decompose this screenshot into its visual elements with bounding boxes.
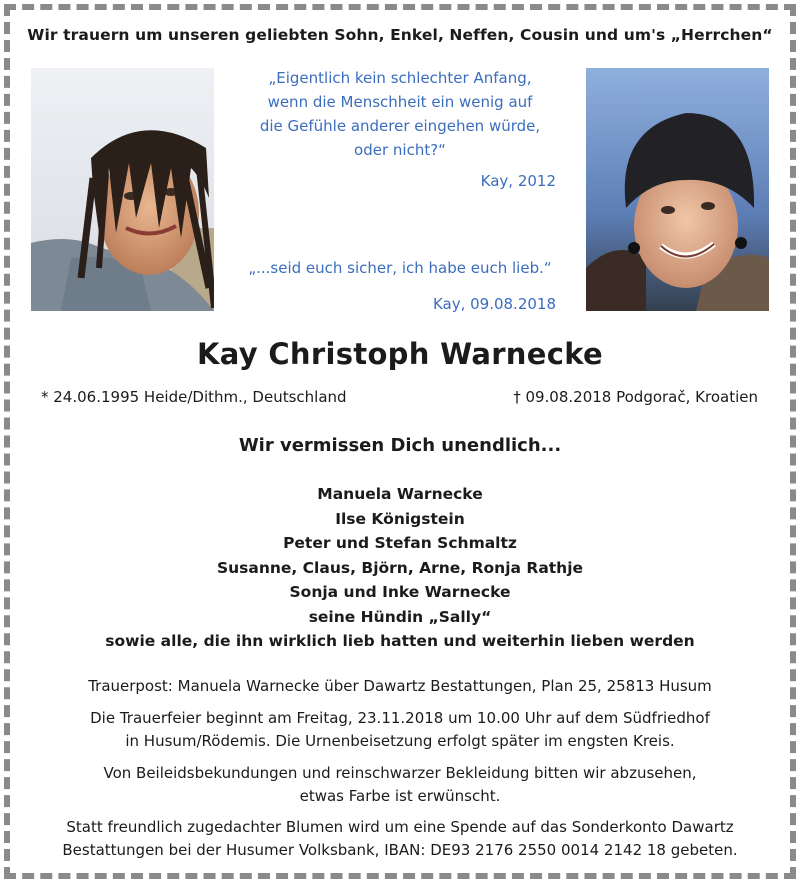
donation-note [0,816,800,862]
mourner-line: sowie alle, die ihn wirklich lieb hatten und weiterhin lieben werden [105,632,695,650]
quote-attribution-2012: Kay, 2012 [480,172,556,190]
quote-line: wenn die Menschheit ein wenig auf [267,93,533,111]
mourners-list [0,482,800,654]
condolence-line: etwas Farbe ist erwünscht. [299,787,501,805]
quote-2018: „...seid euch sicher, ich habe euch lieb.“ [248,259,552,277]
quote-line: oder nicht?“ [354,141,446,159]
announcement-header: Wir trauern um unseren geliebten Sohn, Enkel, Neffen, Cousin und um's „Herrchen“ [27,26,773,44]
deceased-name: Kay Christoph Warnecke [197,337,603,371]
quote-attribution-2018: Kay, 09.08.2018 [432,295,556,313]
quote-2012 [230,66,570,162]
mourner-line: Susanne, Claus, Björn, Arne, Ronja Rathje [216,558,584,577]
mourning-post-address: Trauerpost: Manuela Warnecke über Dawartz Bestattungen, Plan 25, 25813 Husum [88,677,712,695]
mourner-line: Ilse Königstein [335,509,465,528]
mourner-line: Peter und Stefan Schmaltz [283,534,517,552]
mourner-line: seine Hündin „Sally“ [308,607,492,626]
portrait-photo-right [586,68,769,311]
quote-line: „Eigentlich kein schlechter Anfang, [268,69,532,87]
death-date: † 09.08.2018 Podgorač, Kroatien [513,388,758,406]
ceremony-line: Die Trauerfeier beginnt am Freitag, 23.11.2018 um 10.00 Uhr auf dem Südfriedhof [90,709,710,727]
memorial-message: Wir vermissen Dich unendlich... [238,435,562,456]
portrait-photo-left [31,68,214,311]
donation-line: Bestattungen bei der Husumer Volksbank, IBAN: DE93 2176 2550 0014 2142 18 gebeten. [62,841,738,859]
donation-line: Statt freundlich zugedachter Blumen wird um eine Spende auf das Sonderkonto Dawartz [66,818,734,836]
mourner-line: Sonja und Inke Warnecke [289,583,511,601]
ceremony-line: in Husum/Rödemis. Die Urnenbeisetzung erfolgt später im engsten Kreis. [125,732,675,750]
birth-date: * 24.06.1995 Heide/Dithm., Deutschland [41,388,347,406]
mourner-line: Manuela Warnecke [317,485,483,503]
quote-line: die Gefühle anderer eingehen würde, [259,117,541,135]
condolence-line: Von Beileidsbekundungen und reinschwarzer Bekleidung bitten wir abzusehen, [103,764,697,782]
condolence-note [0,762,800,808]
ceremony-info [0,707,800,753]
